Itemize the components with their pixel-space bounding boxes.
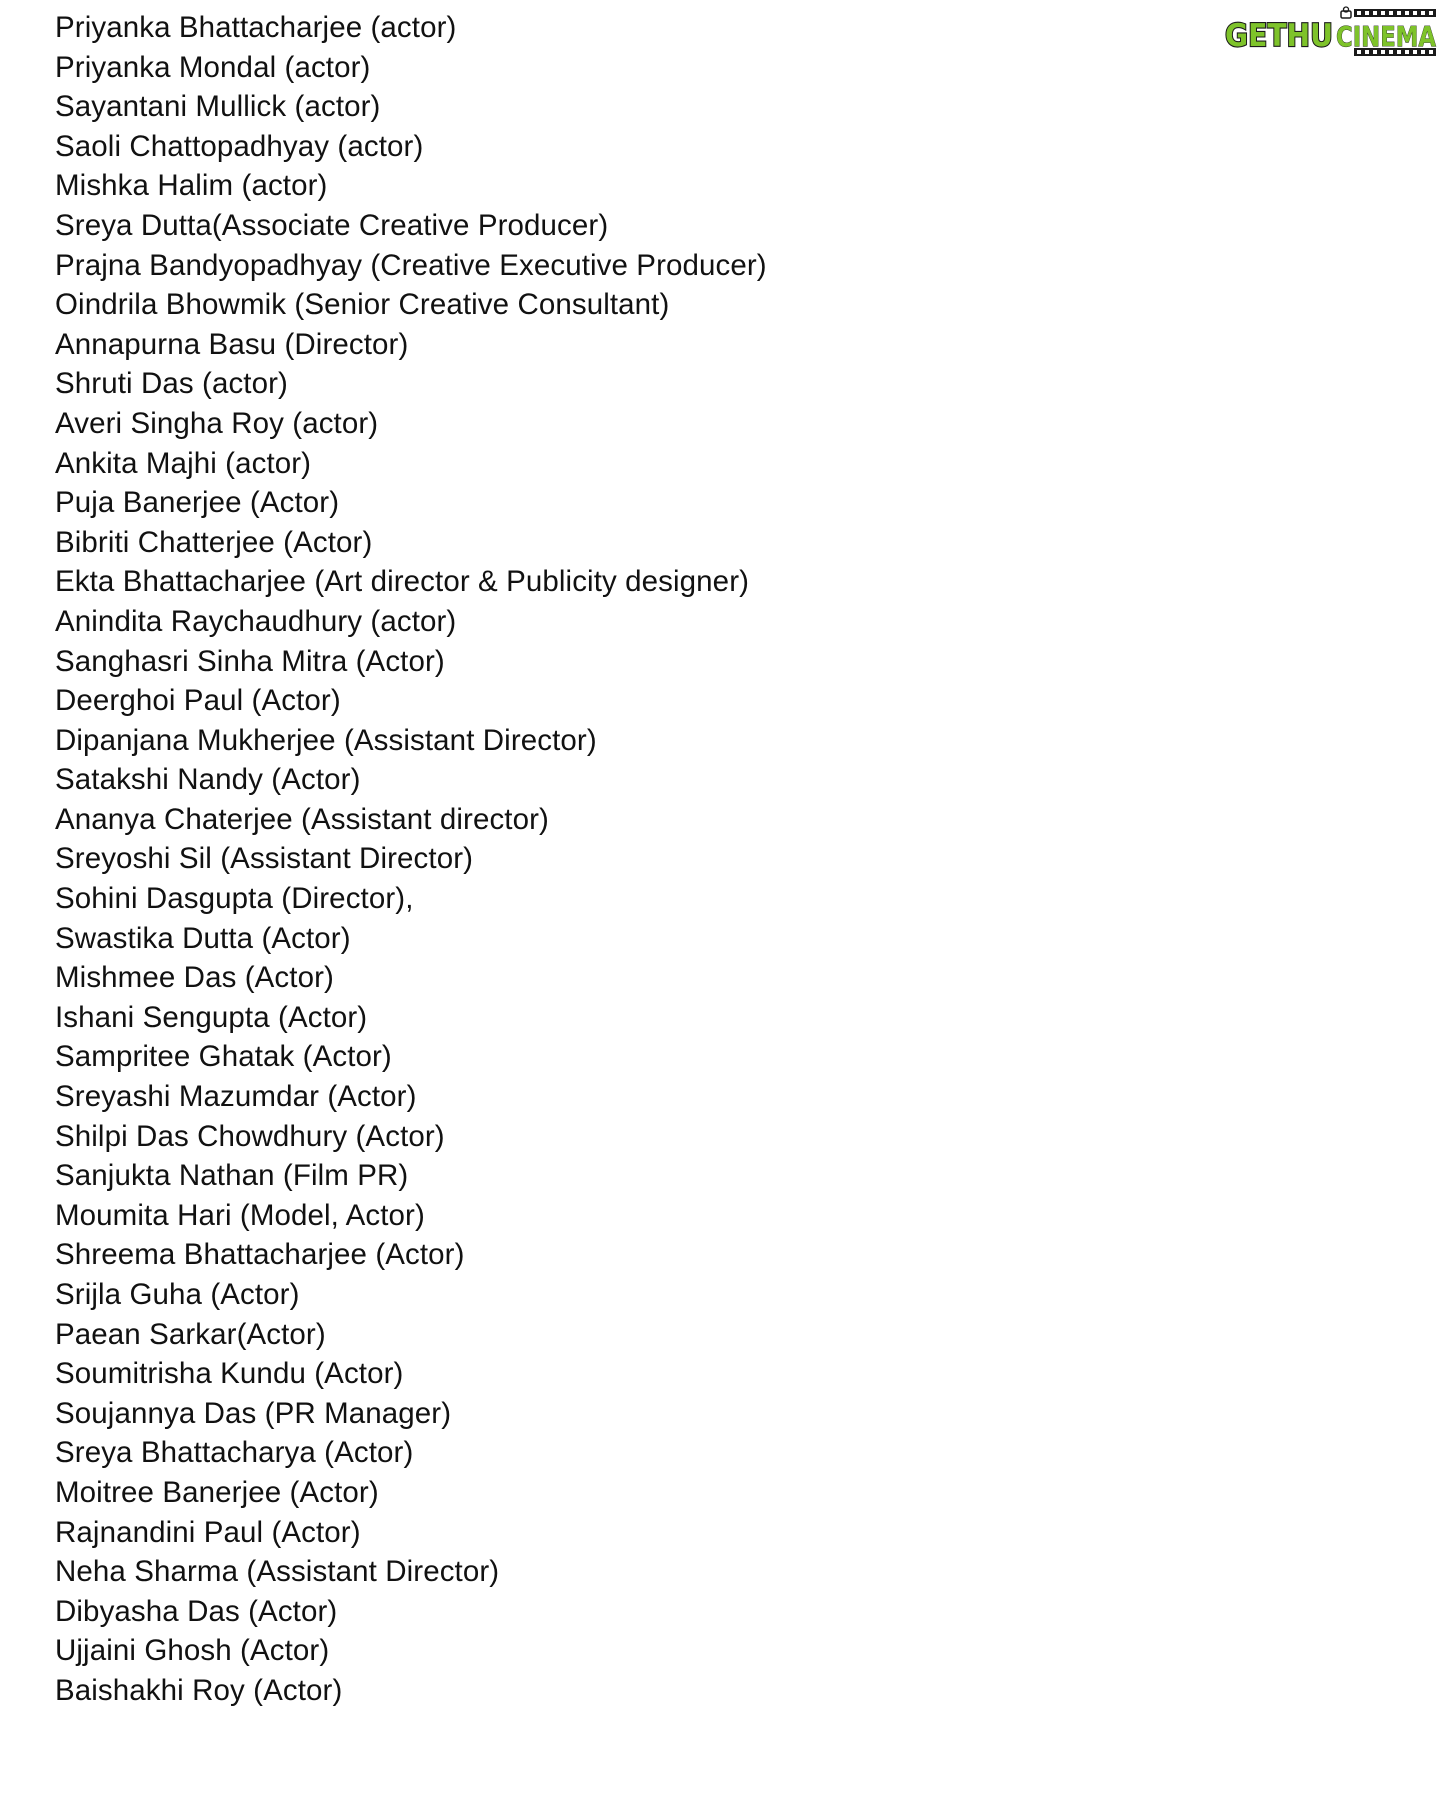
list-item: Soujannya Das (PR Manager) [55,1396,452,1430]
list-item: Sanjukta Nathan (Film PR) [55,1159,409,1193]
list-item: Dipanjana Mukherjee (Assistant Director) [55,723,597,757]
list-item: Priyanka Mondal (actor) [55,50,371,84]
list-item: Annapurna Basu (Director) [55,327,409,361]
list-item: Sreyashi Mazumdar (Actor) [55,1080,417,1114]
camera-icon [1341,7,1351,18]
list-item: Baishakhi Roy (Actor) [55,1673,343,1707]
list-item: Sayantani Mullick (actor) [55,90,381,124]
list-item: Shruti Das (actor) [55,367,288,401]
list-item: Sreya Dutta(Associate Creative Producer) [55,208,609,242]
list-item: Ananya Chaterjee (Assistant director) [55,802,549,836]
list-item: Priyanka Bhattacharjee (actor) [55,11,457,44]
list-item: Mishmee Das (Actor) [55,961,334,995]
list-item: Paean Sarkar(Actor) [55,1317,326,1351]
list-item: Bibriti Chatterjee (Actor) [55,525,373,559]
list-item: Ekta Bhattacharjee (Art director & Publicity designer) [55,565,750,599]
list-item: Sanghasri Sinha Mitra (Actor) [55,644,445,678]
list-item: Sreya Bhattacharya (Actor) [55,1436,414,1470]
credits-name-list [55,8,767,1711]
list-item: Swastika Dutta (Actor) [55,921,351,955]
list-item: Mishka Halim (actor) [55,169,328,203]
list-item: Neha Sharma (Assistant Director) [55,1555,500,1589]
list-item: Prajna Bandyopadhyay (Creative Executive Producer) [55,248,767,282]
list-item: Ujjaini Ghosh (Actor) [55,1634,330,1668]
list-item: Anindita Raychaudhury (actor) [55,604,457,638]
list-item: Satakshi Nandy (Actor) [55,763,361,797]
list-item: Dibyasha Das (Actor) [55,1594,338,1628]
list-item: Ankita Majhi (actor) [55,446,312,480]
list-item: Deerghoi Paul (Actor) [55,684,341,718]
list-item: Sampritee Ghatak (Actor) [55,1040,392,1074]
list-item: Averi Singha Roy (actor) [55,406,379,440]
list-item: Sreyoshi Sil (Assistant Director) [55,842,474,876]
list-item: Saoli Chattopadhyay (actor) [55,129,424,163]
list-item: Shreema Bhattacharjee (Actor) [55,1238,465,1272]
list-item: Ishani Sengupta (Actor) [55,1000,368,1034]
gethu-cinema-logo [1222,6,1440,58]
logo-graphic [1222,6,1440,58]
film-strip-top [1354,9,1436,17]
list-item: Moitree Banerjee (Actor) [55,1475,379,1509]
list-item: Moumita Hari (Model, Actor) [55,1198,425,1232]
logo-text-cinema: CINEMA [1336,20,1437,53]
list-item: Shilpi Das Chowdhury (Actor) [55,1119,445,1153]
list-item: Srijla Guha (Actor) [55,1278,300,1311]
list-item: Oindrila Bhowmik (Senior Creative Consultant) [55,288,670,322]
logo-text-gethu: GETHU [1225,18,1333,54]
list-item: Soumitrisha Kundu (Actor) [55,1357,404,1391]
list-item: Puja Banerjee (Actor) [55,486,340,520]
list-item: Rajnandini Paul (Actor) [55,1515,361,1549]
list-item: Sohini Dasgupta (Director), [55,882,414,916]
